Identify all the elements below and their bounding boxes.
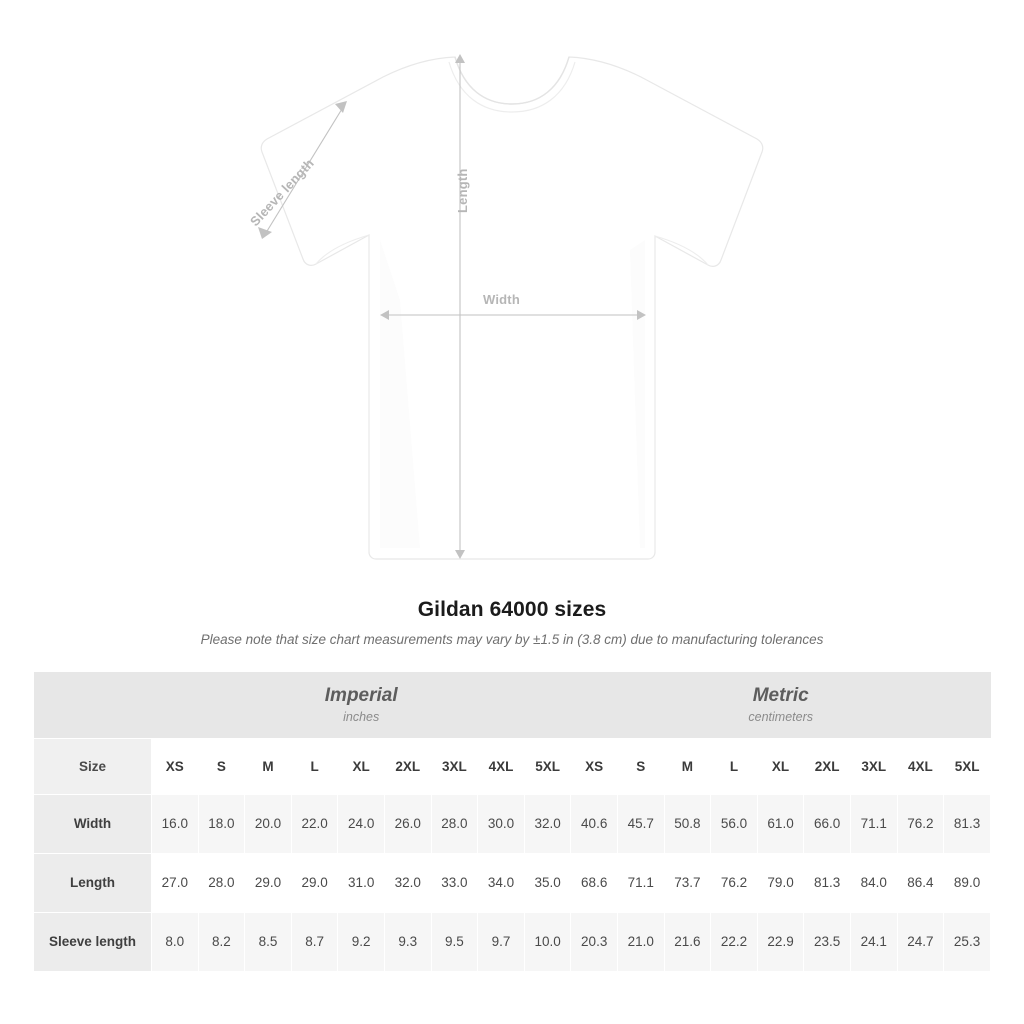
length-measure-label: Length xyxy=(455,168,470,213)
cell-length-imperial-m: 29.0 xyxy=(245,853,292,912)
cell-width-metric-2xl: 66.0 xyxy=(804,794,851,853)
size-header-row xyxy=(34,738,991,794)
cell-sleeve-metric-2xl: 23.5 xyxy=(804,912,851,971)
cell-width-metric-xs: 40.6 xyxy=(571,794,618,853)
column-header-metric-4xl: 4XL xyxy=(897,738,944,794)
column-header-imperial-2xl: 2XL xyxy=(384,738,431,794)
cell-length-metric-5xl: 89.0 xyxy=(944,853,991,912)
column-header-size: Size xyxy=(34,738,152,794)
unit-group-imperial-sub: inches xyxy=(343,709,380,724)
unit-group-metric-sub: centimeters xyxy=(748,709,813,724)
cell-sleeve-imperial-m: 8.5 xyxy=(245,912,292,971)
cell-width-imperial-2xl: 26.0 xyxy=(384,794,431,853)
unit-group-imperial-name: Imperial xyxy=(324,684,398,706)
cell-sleeve-imperial-s: 8.2 xyxy=(198,912,245,971)
cell-width-imperial-4xl: 30.0 xyxy=(478,794,525,853)
column-header-metric-5xl: 5XL xyxy=(944,738,991,794)
cell-length-metric-4xl: 86.4 xyxy=(897,853,944,912)
cell-length-imperial-xl: 31.0 xyxy=(338,853,385,912)
cell-sleeve-metric-3xl: 24.1 xyxy=(850,912,897,971)
unit-group-imperial xyxy=(152,672,571,738)
cell-width-imperial-xl: 24.0 xyxy=(338,794,385,853)
size-table xyxy=(33,672,991,972)
cell-sleeve-imperial-5xl: 10.0 xyxy=(524,912,571,971)
table-row xyxy=(34,853,991,912)
cell-length-metric-3xl: 84.0 xyxy=(850,853,897,912)
column-header-imperial-3xl: 3XL xyxy=(431,738,478,794)
cell-length-metric-2xl: 81.3 xyxy=(804,853,851,912)
cell-sleeve-imperial-l: 8.7 xyxy=(291,912,338,971)
unit-group-metric xyxy=(571,672,991,738)
table-row xyxy=(34,794,991,853)
cell-sleeve-metric-5xl: 25.3 xyxy=(944,912,991,971)
column-header-metric-m: M xyxy=(664,738,711,794)
row-header-width: Width xyxy=(34,794,152,853)
cell-width-imperial-s: 18.0 xyxy=(198,794,245,853)
tshirt-shape xyxy=(261,57,763,559)
sleeve-length-measure-label: Sleeve length xyxy=(247,155,317,229)
cell-length-imperial-l: 29.0 xyxy=(291,853,338,912)
column-header-imperial-s: S xyxy=(198,738,245,794)
column-header-imperial-4xl: 4XL xyxy=(478,738,525,794)
column-header-metric-xl: XL xyxy=(757,738,804,794)
cell-width-metric-l: 56.0 xyxy=(711,794,758,853)
cell-length-imperial-3xl: 33.0 xyxy=(431,853,478,912)
column-header-metric-3xl: 3XL xyxy=(850,738,897,794)
column-header-metric-xs: XS xyxy=(571,738,618,794)
page-title: Gildan 64000 sizes xyxy=(417,598,607,621)
cell-width-imperial-xs: 16.0 xyxy=(152,794,199,853)
cell-width-metric-3xl: 71.1 xyxy=(850,794,897,853)
cell-sleeve-imperial-3xl: 9.5 xyxy=(431,912,478,971)
cell-length-imperial-4xl: 34.0 xyxy=(478,853,525,912)
column-header-metric-l: L xyxy=(711,738,758,794)
cell-width-metric-xl: 61.0 xyxy=(757,794,804,853)
row-header-sleeve-length: Sleeve length xyxy=(34,912,152,971)
width-measure-label: Width xyxy=(483,292,520,307)
unit-corner-cell xyxy=(34,672,152,738)
cell-width-metric-5xl: 81.3 xyxy=(944,794,991,853)
cell-sleeve-imperial-4xl: 9.7 xyxy=(478,912,525,971)
column-header-imperial-l: L xyxy=(291,738,338,794)
cell-sleeve-imperial-xs: 8.0 xyxy=(152,912,199,971)
cell-length-metric-m: 73.7 xyxy=(664,853,711,912)
table-row xyxy=(34,912,991,971)
cell-sleeve-metric-m: 21.6 xyxy=(664,912,711,971)
cell-width-metric-s: 45.7 xyxy=(617,794,664,853)
column-header-imperial-xl: XL xyxy=(338,738,385,794)
row-header-length: Length xyxy=(34,853,152,912)
cell-sleeve-metric-4xl: 24.7 xyxy=(897,912,944,971)
cell-sleeve-metric-s: 21.0 xyxy=(617,912,664,971)
cell-length-metric-xl: 79.0 xyxy=(757,853,804,912)
cell-width-imperial-5xl: 32.0 xyxy=(524,794,571,853)
cell-length-metric-xs: 68.6 xyxy=(571,853,618,912)
cell-sleeve-metric-xs: 20.3 xyxy=(571,912,618,971)
cell-sleeve-imperial-2xl: 9.3 xyxy=(384,912,431,971)
size-table-wrapper xyxy=(33,672,991,972)
cell-sleeve-imperial-xl: 9.2 xyxy=(338,912,385,971)
cell-length-imperial-xs: 27.0 xyxy=(152,853,199,912)
column-header-imperial-m: M xyxy=(245,738,292,794)
cell-length-imperial-2xl: 32.0 xyxy=(384,853,431,912)
cell-length-imperial-s: 28.0 xyxy=(198,853,245,912)
cell-width-metric-m: 50.8 xyxy=(664,794,711,853)
cell-width-imperial-m: 20.0 xyxy=(245,794,292,853)
unit-header-row xyxy=(34,672,991,738)
title-block xyxy=(0,598,1024,647)
cell-width-metric-4xl: 76.2 xyxy=(897,794,944,853)
column-header-metric-s: S xyxy=(617,738,664,794)
unit-group-metric-name: Metric xyxy=(752,684,809,706)
cell-length-imperial-5xl: 35.0 xyxy=(524,853,571,912)
cell-width-imperial-3xl: 28.0 xyxy=(431,794,478,853)
tolerance-note: Please note that size chart measurements may vary by ±1.5 in (3.8 cm) due to manufacturing tolerances xyxy=(200,632,824,647)
cell-sleeve-metric-xl: 22.9 xyxy=(757,912,804,971)
cell-width-imperial-l: 22.0 xyxy=(291,794,338,853)
cell-sleeve-metric-l: 22.2 xyxy=(711,912,758,971)
column-header-metric-2xl: 2XL xyxy=(804,738,851,794)
cell-length-metric-l: 76.2 xyxy=(711,853,758,912)
column-header-imperial-5xl: 5XL xyxy=(524,738,571,794)
column-header-imperial-xs: XS xyxy=(152,738,199,794)
cell-length-metric-s: 71.1 xyxy=(617,853,664,912)
